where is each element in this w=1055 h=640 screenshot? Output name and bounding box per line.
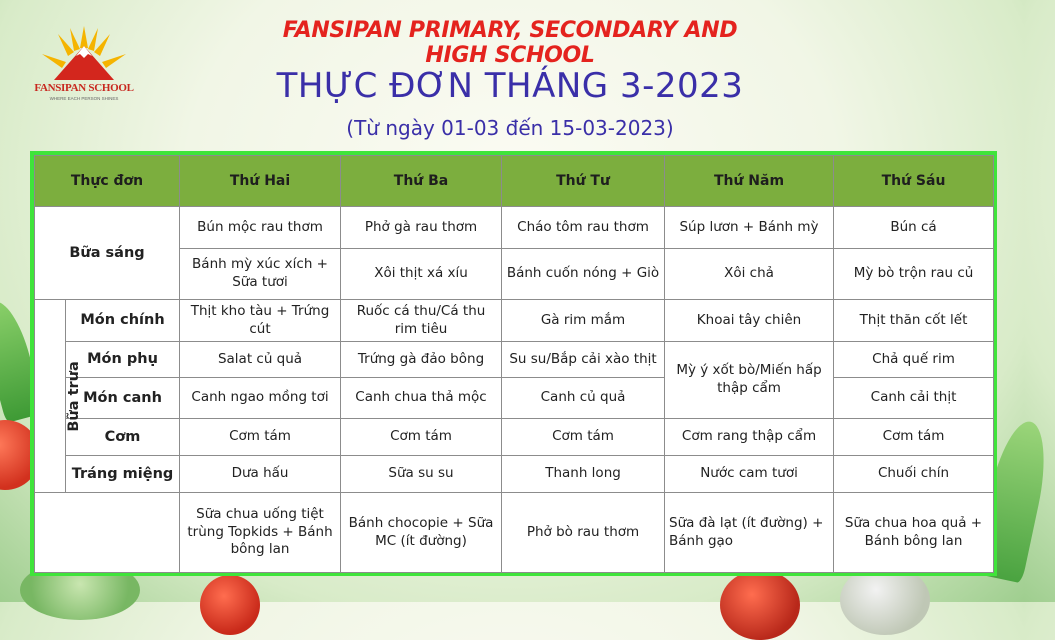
- table-cell: Thịt kho tàu + Trứng cút: [180, 300, 341, 342]
- table-cell: Khoai tây chiên: [665, 300, 834, 342]
- header-tuesday: Thứ Ba: [341, 156, 502, 207]
- table-row: [35, 342, 994, 378]
- table-cell: Canh chua thả mộc: [341, 378, 502, 419]
- school-name: FANSIPAN PRIMARY, SECONDARY AND HIGH SCHOOL: [282, 18, 738, 68]
- table-cell: Cơm tám: [180, 419, 341, 456]
- lunch-label-text: Bữa trưa: [65, 360, 82, 432]
- table-cell: Cháo tôm rau thơm: [502, 207, 665, 249]
- logo-sun-mountain-icon: [28, 18, 140, 88]
- date-range: (Từ ngày 01-03 đến 15-03-2023): [346, 116, 674, 140]
- row-label-side: Món phụ: [66, 342, 180, 378]
- snack-label: [35, 493, 180, 573]
- table-row: [35, 300, 994, 342]
- table-cell: Canh ngao mồng tơi: [180, 378, 341, 419]
- table-cell: Salat củ quả: [180, 342, 341, 378]
- menu-table: [30, 151, 997, 576]
- header-wednesday: Thứ Tư: [502, 156, 665, 207]
- header-thursday: Thứ Năm: [665, 156, 834, 207]
- table-cell: Mỳ ý xốt bò/Miến hấp thập cẩm: [665, 342, 834, 419]
- row-label-main: Món chính: [66, 300, 180, 342]
- table-cell: Gà rim mắm: [502, 300, 665, 342]
- table-cell: Phở bò rau thơm: [502, 493, 665, 573]
- table-cell: Xôi thịt xá xíu: [341, 249, 502, 300]
- table-cell: Chả quế rim: [834, 342, 994, 378]
- table-cell: Bún mộc rau thơm: [180, 207, 341, 249]
- table-cell: Cơm tám: [341, 419, 502, 456]
- table-cell: Su su/Bắp cải xào thịt: [502, 342, 665, 378]
- table-cell: Sữa đà lạt (ít đường) + Bánh gạo: [665, 493, 834, 573]
- decorative-tomato: [720, 570, 800, 640]
- table-cell: Phở gà rau thơm: [341, 207, 502, 249]
- table-header-row: [35, 156, 994, 207]
- table-row: [35, 378, 994, 419]
- row-label-rice: Cơm: [66, 419, 180, 456]
- table-cell: Bánh chocopie + Sữa MC (ít đường): [341, 493, 502, 573]
- row-label-soup: Món canh: [66, 378, 180, 419]
- decorative-tomato: [200, 575, 260, 635]
- table-cell: Trứng gà đảo bông: [341, 342, 502, 378]
- table-cell: Thanh long: [502, 456, 665, 493]
- header-friday: Thứ Sáu: [834, 156, 994, 207]
- table-cell: Chuối chín: [834, 456, 994, 493]
- table-cell: Bún cá: [834, 207, 994, 249]
- breakfast-label: Bữa sáng: [35, 207, 180, 300]
- table-cell: Sữa su su: [341, 456, 502, 493]
- table-row: [35, 419, 994, 456]
- table-cell: Dưa hấu: [180, 456, 341, 493]
- table-cell: Canh củ quả: [502, 378, 665, 419]
- table-cell: Cơm rang thập cẩm: [665, 419, 834, 456]
- table-cell: Súp lươn + Bánh mỳ: [665, 207, 834, 249]
- table-cell: Sữa chua hoa quả + Bánh bông lan: [834, 493, 994, 573]
- table-cell: Bánh mỳ xúc xích + Sữa tươi: [180, 249, 341, 300]
- table-cell: Cơm tám: [834, 419, 994, 456]
- school-logo: [28, 18, 140, 108]
- page-title: THỰC ĐƠN THÁNG 3-2023: [276, 66, 744, 106]
- row-label-dessert: Tráng miệng: [66, 456, 180, 493]
- logo-name: FANSIPAN SCHOOL: [34, 82, 134, 94]
- table-cell: Canh cải thịt: [834, 378, 994, 419]
- table-row: [35, 493, 994, 573]
- header-monday: Thứ Hai: [180, 156, 341, 207]
- table-cell: Bánh cuốn nóng + Giò: [502, 249, 665, 300]
- header-menu: Thực đơn: [35, 156, 180, 207]
- table-cell: Mỳ bò trộn rau củ: [834, 249, 994, 300]
- table-cell: Thịt thăn cốt lết: [834, 300, 994, 342]
- table-row: [35, 456, 994, 493]
- table-row: [35, 207, 994, 249]
- table-cell: Nước cam tươi: [665, 456, 834, 493]
- table-cell: Cơm tám: [502, 419, 665, 456]
- table-cell: Xôi chả: [665, 249, 834, 300]
- lunch-label: [35, 300, 82, 493]
- logo-tagline: WHERE EACH PERSON SHINES: [49, 96, 119, 101]
- table-cell: Sữa chua uống tiệt trùng Topkids + Bánh bông lan: [180, 493, 341, 573]
- table-cell: Ruốc cá thu/Cá thu rim tiêu: [341, 300, 502, 342]
